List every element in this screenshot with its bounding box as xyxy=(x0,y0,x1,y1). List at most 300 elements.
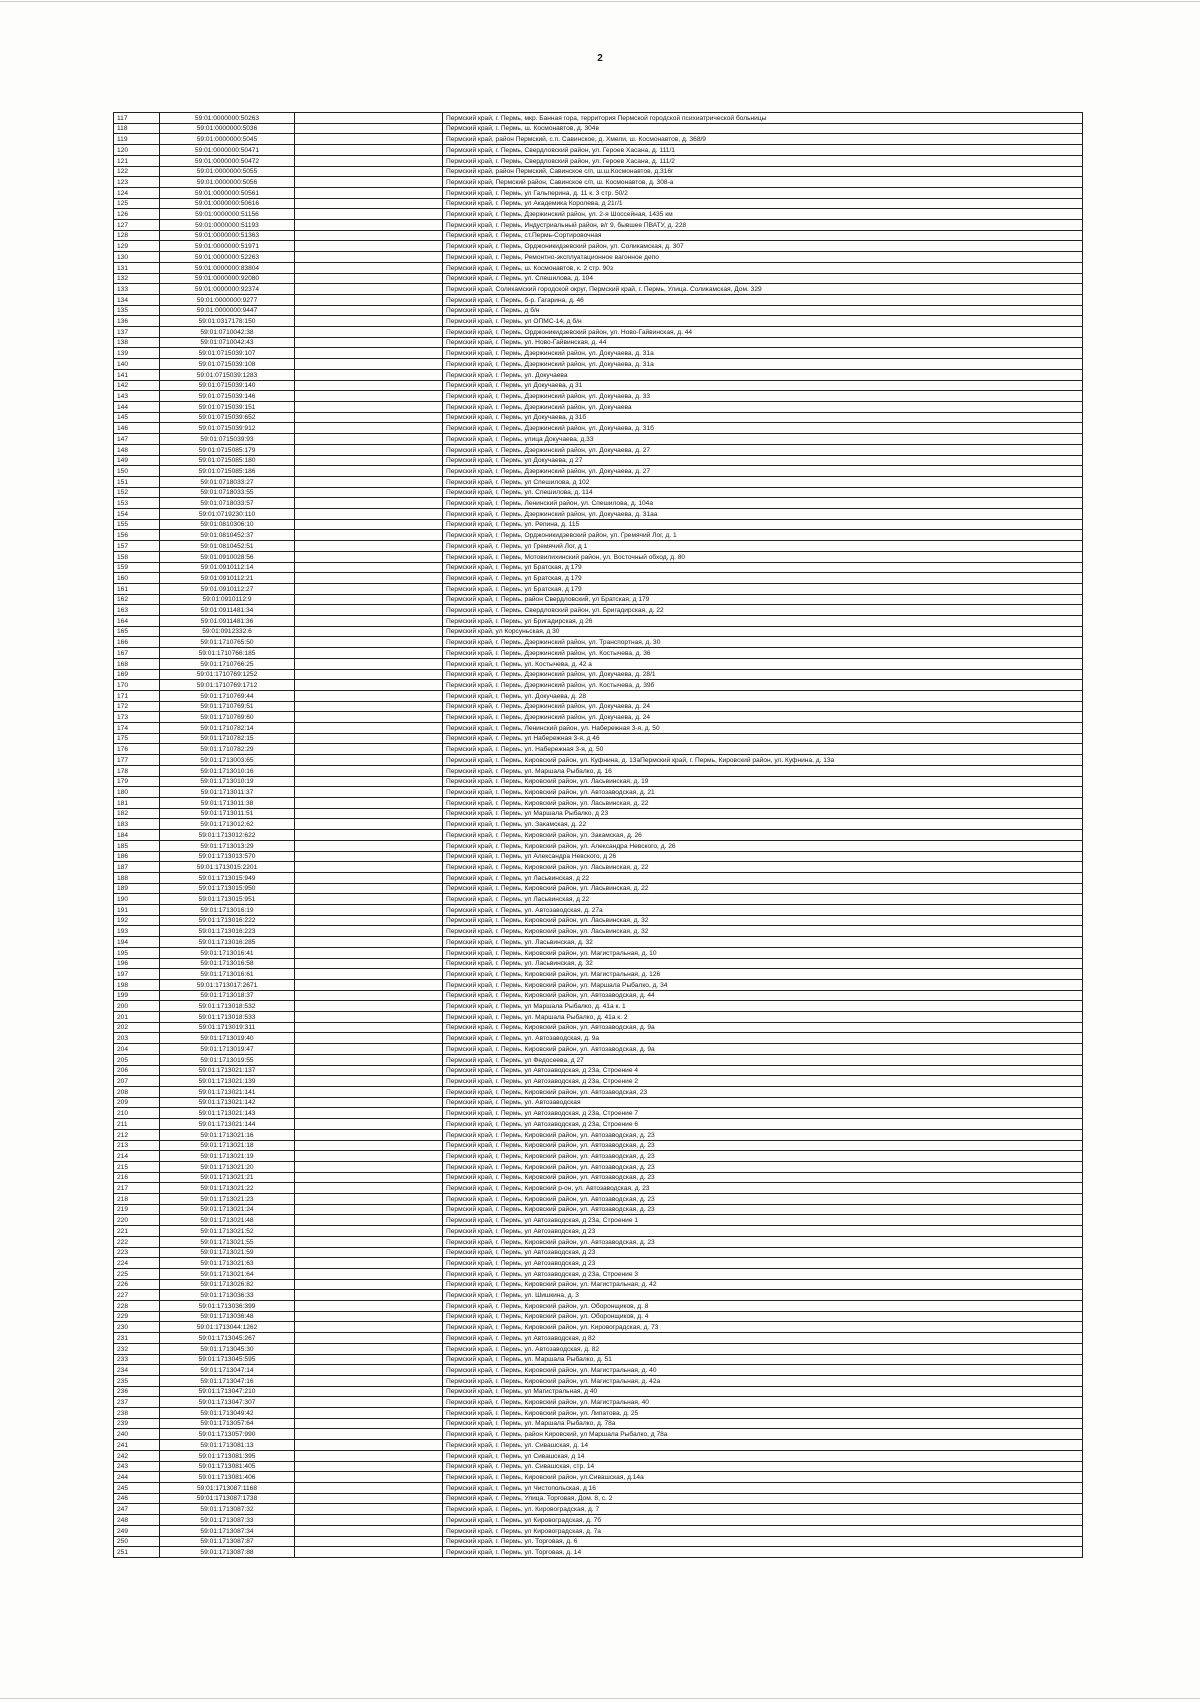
blank-cell xyxy=(295,1375,443,1386)
cadastral-number: 59:01:1713016:61 xyxy=(160,969,295,980)
row-number: 126 xyxy=(114,209,160,220)
row-number: 219 xyxy=(114,1204,160,1215)
row-number: 145 xyxy=(114,412,160,423)
table-row xyxy=(114,434,1083,445)
blank-cell xyxy=(295,1194,443,1205)
address-cell: Пермский край, г. Пермь, Дзержинский район, ул. Транспортная, д. 30 xyxy=(443,637,1083,648)
row-number: 205 xyxy=(114,1054,160,1065)
table-row xyxy=(114,1183,1083,1194)
row-number: 210 xyxy=(114,1108,160,1119)
table-row xyxy=(114,1408,1083,1419)
address-cell: Пермский край, г. Пермь, Кировский район, ул. Автозаводская, д. 9а xyxy=(443,1022,1083,1033)
blank-cell xyxy=(295,701,443,712)
cadastral-number: 59:01:1713016:222 xyxy=(160,915,295,926)
row-number: 191 xyxy=(114,905,160,916)
address-cell: Пермский край, г. Пермь, Кировский район, ул. Ласьвинская, д. 22 xyxy=(443,862,1083,873)
table-row xyxy=(114,926,1083,937)
blank-cell xyxy=(295,658,443,669)
cadastral-number: 59:01:1713045:30 xyxy=(160,1343,295,1354)
table-row xyxy=(114,1386,1083,1397)
table-row xyxy=(114,348,1083,359)
row-number: 167 xyxy=(114,648,160,659)
address-cell: Пермский край, г. Пермь, мкр. Банная гора, территория Пермской городской психиатрической больницы xyxy=(443,113,1083,124)
table-row xyxy=(114,1097,1083,1108)
blank-cell xyxy=(295,798,443,809)
cadastral-number: 59:01:0000000:50561 xyxy=(160,187,295,198)
cadastral-number: 59:01:0000000:92374 xyxy=(160,284,295,295)
cadastral-number: 59:01:0000000:50616 xyxy=(160,198,295,209)
table-row xyxy=(114,476,1083,487)
table-row xyxy=(114,305,1083,316)
table-row xyxy=(114,316,1083,327)
cadastral-number: 59:01:1713011:38 xyxy=(160,798,295,809)
address-cell: Пермский край, г. Пермь, ул. Торговая, д. 6 xyxy=(443,1536,1083,1547)
address-cell: Пермский край, г. Пермь, ул Докучаева, д 31б xyxy=(443,412,1083,423)
blank-cell xyxy=(295,840,443,851)
blank-cell xyxy=(295,327,443,338)
table-row xyxy=(114,1076,1083,1087)
cadastral-number: 59:01:1710782:14 xyxy=(160,723,295,734)
address-cell: Пермский край, район Пермский, Савинское с/п, ш.ш.Космонавтов, д.316г xyxy=(443,166,1083,177)
address-cell: Пермский край, г. Пермь, ст.Пермь-Сортировочная xyxy=(443,230,1083,241)
row-number: 251 xyxy=(114,1547,160,1558)
row-number: 157 xyxy=(114,541,160,552)
address-cell: Пермский край, г. Пермь, ул. Кировоградская, д. 7 xyxy=(443,1504,1083,1515)
blank-cell xyxy=(295,1119,443,1130)
cadastral-number: 59:01:1713021:144 xyxy=(160,1119,295,1130)
table-row xyxy=(114,808,1083,819)
cadastral-number: 59:01:1713021:22 xyxy=(160,1183,295,1194)
table-row xyxy=(114,915,1083,926)
address-cell: Пермский край, г. Пермь, ш. Космонавтов, д. 304в xyxy=(443,123,1083,134)
table-row xyxy=(114,1418,1083,1429)
cadastral-number: 59:01:1713081:406 xyxy=(160,1472,295,1483)
row-number: 154 xyxy=(114,509,160,520)
address-cell: Пермский край, г. Пермь, д б/н xyxy=(443,305,1083,316)
cadastral-number: 59:01:1713047:16 xyxy=(160,1375,295,1386)
blank-cell xyxy=(295,1258,443,1269)
table-row xyxy=(114,583,1083,594)
blank-cell xyxy=(295,220,443,231)
cadastral-number: 59:01:1713016:285 xyxy=(160,937,295,948)
address-cell: Пермский край, г. Пермь, ш. Космонавтов, к. 2 стр. 90з xyxy=(443,262,1083,273)
cadastral-number: 59:01:1713026:82 xyxy=(160,1279,295,1290)
row-number: 160 xyxy=(114,573,160,584)
row-number: 187 xyxy=(114,862,160,873)
table-row xyxy=(114,605,1083,616)
address-cell: Пермский край, г. Пермь, Дзержинский район, ул. Костычева, д. 39б xyxy=(443,680,1083,691)
address-cell: Пермский край, г. Пермь, ул. Докучаева, д. 28 xyxy=(443,690,1083,701)
table-row xyxy=(114,1525,1083,1536)
table-row xyxy=(114,819,1083,830)
cadastral-number: 59:01:0000000:51156 xyxy=(160,209,295,220)
address-cell: Пермский край, г. Пермь, Кировский район, ул. Ласьвинская, д. 22 xyxy=(443,883,1083,894)
row-number: 201 xyxy=(114,1012,160,1023)
cadastral-number: 59:01:0000000:5036 xyxy=(160,123,295,134)
row-number: 209 xyxy=(114,1097,160,1108)
cadastral-number: 59:01:1713021:21 xyxy=(160,1172,295,1183)
blank-cell xyxy=(295,487,443,498)
address-cell: Пермский край, г. Пермь, ул. Спешилова, д. 114 xyxy=(443,487,1083,498)
blank-cell xyxy=(295,1097,443,1108)
blank-cell xyxy=(295,284,443,295)
table-row xyxy=(114,391,1083,402)
table-row xyxy=(114,765,1083,776)
address-cell: Пермский край, г. Пермь, Свердловский район, ул. Героев Хасана, д. 111/1 xyxy=(443,145,1083,156)
blank-cell xyxy=(295,969,443,980)
address-cell: Пермский край, г. Пермь, ул. Маршала Рыбалко, д. 51 xyxy=(443,1354,1083,1365)
address-cell: Пермский край, район Пермский, с.п. Савинское, д. Хмели, ш. Космонавтов, д. 368/9 xyxy=(443,134,1083,145)
address-cell: Пермский край, Пермский район, Савинское с/п, ш. Космонавтов, д. 308-а xyxy=(443,177,1083,188)
row-number: 188 xyxy=(114,872,160,883)
cadastral-number: 59:01:1713015:2201 xyxy=(160,862,295,873)
blank-cell xyxy=(295,819,443,830)
row-number: 138 xyxy=(114,337,160,348)
blank-cell xyxy=(295,230,443,241)
blank-cell xyxy=(295,1525,443,1536)
row-number: 159 xyxy=(114,562,160,573)
table-row xyxy=(114,1215,1083,1226)
blank-cell xyxy=(295,1044,443,1055)
cadastral-number: 59:01:1713049:42 xyxy=(160,1408,295,1419)
cadastral-number: 59:01:1713015:949 xyxy=(160,872,295,883)
table-row xyxy=(114,145,1083,156)
cadastral-number: 59:01:1710782:29 xyxy=(160,744,295,755)
blank-cell xyxy=(295,455,443,466)
cadastral-number: 59:01:1713021:59 xyxy=(160,1247,295,1258)
address-cell: Пермский край, г. Пермь, Дзержинский район, ул. Докучаева xyxy=(443,401,1083,412)
address-cell: Пермский край, г. Пермь, Кировский район, ул. Автозаводская, д. 23 xyxy=(443,1161,1083,1172)
cadastral-number: 59:01:1713018:37 xyxy=(160,990,295,1001)
cadastral-number: 59:01:1713019:55 xyxy=(160,1054,295,1065)
cadastral-number: 59:01:1710765:50 xyxy=(160,637,295,648)
address-cell: Пермский край, г. Пермь, Дзержинский район, ул. 2-я Шоссейная, 1435 км xyxy=(443,209,1083,220)
address-cell: Пермский край, г. Пермь, Ленинский район, ул. Набережная 3-я, д. 50 xyxy=(443,723,1083,734)
address-cell: Пермский край, г. Пермь, Кировский район, ул. Автозаводская, д. 23 xyxy=(443,1151,1083,1162)
table-row xyxy=(114,723,1083,734)
cadastral-number: 59:01:1713036:33 xyxy=(160,1290,295,1301)
table-row xyxy=(114,1119,1083,1130)
blank-cell xyxy=(295,1493,443,1504)
blank-cell xyxy=(295,937,443,948)
row-number: 218 xyxy=(114,1194,160,1205)
table-row xyxy=(114,166,1083,177)
blank-cell xyxy=(295,262,443,273)
address-cell: Пермский край, г. Пермь, ул. Докучаева xyxy=(443,369,1083,380)
table-row xyxy=(114,701,1083,712)
address-cell: Пермский край, г. Пермь, Кировский район, ул. Автозаводская, д. 23 xyxy=(443,1194,1083,1205)
table-row xyxy=(114,1226,1083,1237)
row-number: 177 xyxy=(114,755,160,766)
table-row xyxy=(114,498,1083,509)
blank-cell xyxy=(295,915,443,926)
blank-cell xyxy=(295,723,443,734)
table-row xyxy=(114,1279,1083,1290)
address-cell: Пермский край, г. Пермь, ул. Сивашская, д. 14 xyxy=(443,1440,1083,1451)
cadastral-number: 59:01:0000000:5055 xyxy=(160,166,295,177)
address-cell: Пермский край, г. Пермь, Кировский район, ул. Ласьвинская, д. 19 xyxy=(443,776,1083,787)
address-cell: Пермский край, г. Пермь, район Кировский, ул Маршала Рыбалко, д 78а xyxy=(443,1429,1083,1440)
row-number: 118 xyxy=(114,123,160,134)
row-number: 184 xyxy=(114,830,160,841)
address-cell: Пермский край, г. Пермь, Дзержинский район, ул. Докучаева, д. 28/1 xyxy=(443,669,1083,680)
cadastral-number: 59:01:0715039:1283 xyxy=(160,369,295,380)
cadastral-number: 59:01:1713016:19 xyxy=(160,905,295,916)
table-row xyxy=(114,658,1083,669)
blank-cell xyxy=(295,1333,443,1344)
address-cell: Пермский край, г. Пермь, ул Автозаводская, д 23а, Строение 4 xyxy=(443,1065,1083,1076)
table-row xyxy=(114,1258,1083,1269)
blank-cell xyxy=(295,1536,443,1547)
cadastral-number: 59:01:1713010:16 xyxy=(160,765,295,776)
address-cell: Пермский край, г. Пермь, ул Братская, д 179 xyxy=(443,562,1083,573)
blank-cell xyxy=(295,509,443,520)
table-row xyxy=(114,369,1083,380)
table-row xyxy=(114,733,1083,744)
table-row xyxy=(114,412,1083,423)
table-row xyxy=(114,509,1083,520)
row-number: 163 xyxy=(114,605,160,616)
cadastral-number: 59:01:1713016:58 xyxy=(160,958,295,969)
cadastral-number: 59:01:0718033:27 xyxy=(160,476,295,487)
row-number: 172 xyxy=(114,701,160,712)
row-number: 217 xyxy=(114,1183,160,1194)
address-cell: Пермский край, г. Пермь, Кировский район, ул. Куфнина, д. 13аПермский край, г. Пермь, Кировский район, ул. Куфнина, д. 13а xyxy=(443,755,1083,766)
row-number: 124 xyxy=(114,187,160,198)
table-row xyxy=(114,573,1083,584)
cadastral-number: 59:01:1713047:14 xyxy=(160,1365,295,1376)
table-row xyxy=(114,1322,1083,1333)
address-cell: Пермский край, г. Пермь, ул. Закамская, д. 22 xyxy=(443,819,1083,830)
address-cell: Пермский край, г. Пермь, ул. Автозаводская, д. 9а xyxy=(443,1033,1083,1044)
row-number: 185 xyxy=(114,840,160,851)
cadastral-number: 59:01:0000000:50471 xyxy=(160,145,295,156)
address-cell: Пермский край, ул Корсуньская, д 30 xyxy=(443,626,1083,637)
cadastral-number: 59:01:1713013:29 xyxy=(160,840,295,851)
cadastral-number: 59:01:1713036:399 xyxy=(160,1301,295,1312)
blank-cell xyxy=(295,444,443,455)
cadastral-number: 59:01:1713087:33 xyxy=(160,1515,295,1526)
cadastral-number: 59:01:0000000:83804 xyxy=(160,262,295,273)
blank-cell xyxy=(295,851,443,862)
blank-cell xyxy=(295,476,443,487)
table-row xyxy=(114,1311,1083,1322)
blank-cell xyxy=(295,166,443,177)
blank-cell xyxy=(295,1022,443,1033)
table-row xyxy=(114,1247,1083,1258)
address-cell: Пермский край, г. Пермь, Дзержинский район, ул. Докучаева, д. 31а xyxy=(443,359,1083,370)
address-cell: Пермский край, г. Пермь, ул Гремячий Лог, д 1 xyxy=(443,541,1083,552)
table-row xyxy=(114,1515,1083,1526)
scan-artifact-top xyxy=(0,1,1200,2)
table-row xyxy=(114,220,1083,231)
table-row xyxy=(114,198,1083,209)
table-row xyxy=(114,262,1083,273)
blank-cell xyxy=(295,466,443,477)
table-row xyxy=(114,1504,1083,1515)
cadastral-number: 59:01:1710769:51 xyxy=(160,701,295,712)
blank-cell xyxy=(295,401,443,412)
blank-cell xyxy=(295,1311,443,1322)
table-row xyxy=(114,669,1083,680)
row-number: 248 xyxy=(114,1515,160,1526)
address-cell: Пермский край, г. Пермь, Индустриальный район, в/г 9, бывшее ПВАТУ, д. 228 xyxy=(443,220,1083,231)
address-cell: Пермский край, г. Пермь, ул Академика Королева, д 21г/1 xyxy=(443,198,1083,209)
address-cell: Пермский край, г. Пермь, ул. Маршала Рыбалко, д. 78а xyxy=(443,1418,1083,1429)
row-number: 225 xyxy=(114,1268,160,1279)
address-cell: Пермский край, г. Пермь, ул Гальперина, д. 11 к. 3 стр. 50/2 xyxy=(443,187,1083,198)
cadastral-number: 59:01:1713018:533 xyxy=(160,1012,295,1023)
address-cell: Пермский край, г. Пермь, ул. Спешилова, д. 104 xyxy=(443,273,1083,284)
address-cell: Пермский край, г. Пермь, Дзержинский район, ул. Докучаева, д. 27 xyxy=(443,466,1083,477)
table-row xyxy=(114,894,1083,905)
blank-cell xyxy=(295,883,443,894)
cadastral-number: 59:01:1713087:88 xyxy=(160,1547,295,1558)
address-cell: Пермский край, г. Пермь, ул Автозаводская, д 23а, Строение 6 xyxy=(443,1119,1083,1130)
blank-cell xyxy=(295,252,443,263)
cadastral-number: 59:01:0715039:146 xyxy=(160,391,295,402)
blank-cell xyxy=(295,519,443,530)
row-number: 121 xyxy=(114,155,160,166)
blank-cell xyxy=(295,1322,443,1333)
blank-cell xyxy=(295,316,443,327)
address-cell: Пермский край, г. Пермь, ул. Репина, д. 115 xyxy=(443,519,1083,530)
table-row xyxy=(114,423,1083,434)
blank-cell xyxy=(295,1429,443,1440)
table-row xyxy=(114,937,1083,948)
row-number: 122 xyxy=(114,166,160,177)
address-cell: Пермский край, г. Пермь, Орджоникидзевский район, ул. Соликамская, д. 307 xyxy=(443,241,1083,252)
table-row xyxy=(114,872,1083,883)
address-cell: Пермский край, г. Пермь, район Свердловский, ул Братская, д 179 xyxy=(443,594,1083,605)
cadastral-number: 59:01:0000000:9447 xyxy=(160,305,295,316)
address-cell: Пермский край, г. Пермь, Кировский район, ул. Оборонщиков, д. 8 xyxy=(443,1301,1083,1312)
cadastral-number: 59:01:1713087:1168 xyxy=(160,1483,295,1494)
cadastral-number: 59:01:0000000:5056 xyxy=(160,177,295,188)
cadastral-number: 59:01:1713003:65 xyxy=(160,755,295,766)
cadastral-number: 59:01:0000000:51193 xyxy=(160,220,295,231)
blank-cell xyxy=(295,744,443,755)
address-cell: Пермский край, г. Пермь, ул Автозаводская, д 23а, Строение 1 xyxy=(443,1215,1083,1226)
row-number: 221 xyxy=(114,1226,160,1237)
address-cell: Пермский край, г. Пермь, ул Автозаводская, д 23 xyxy=(443,1258,1083,1269)
row-number: 132 xyxy=(114,273,160,284)
blank-cell xyxy=(295,605,443,616)
row-number: 144 xyxy=(114,401,160,412)
blank-cell xyxy=(295,1065,443,1076)
table-row xyxy=(114,1301,1083,1312)
table-row xyxy=(114,284,1083,295)
blank-cell xyxy=(295,594,443,605)
cadastral-number: 59:01:0715039:151 xyxy=(160,401,295,412)
address-cell: Пермский край, г. Пермь, ул Докучаева, д 27 xyxy=(443,455,1083,466)
address-cell: Пермский край, г. Пермь, ул Автозаводская, д 82 xyxy=(443,1333,1083,1344)
row-number: 140 xyxy=(114,359,160,370)
cadastral-number: 59:01:1713021:137 xyxy=(160,1065,295,1076)
table-row xyxy=(114,862,1083,873)
table-row xyxy=(114,830,1083,841)
cadastral-number: 59:01:1713047:307 xyxy=(160,1397,295,1408)
row-number: 214 xyxy=(114,1151,160,1162)
blank-cell xyxy=(295,872,443,883)
table-row xyxy=(114,1493,1083,1504)
address-cell: Пермский край, г. Пермь, ул. Автозаводская xyxy=(443,1097,1083,1108)
cadastral-number: 59:01:1713021:143 xyxy=(160,1108,295,1119)
table-row xyxy=(114,241,1083,252)
address-cell: Пермский край, г. Пермь, Кировский р-он, ул. Автозаводская, д. 23 xyxy=(443,1183,1083,1194)
blank-cell xyxy=(295,765,443,776)
blank-cell xyxy=(295,530,443,541)
address-cell: Пермский край, г. Пермь, Кировский район, ул. Магистральная, д. 42а xyxy=(443,1375,1083,1386)
address-cell: Пермский край, г. Пермь, ул. Костычева, д. 42 а xyxy=(443,658,1083,669)
address-cell: Пермский край, г. Пермь, Орджоникидзевский район, ул. Гремячий Лог, д. 1 xyxy=(443,530,1083,541)
table-row xyxy=(114,359,1083,370)
table-row xyxy=(114,1044,1083,1055)
row-number: 131 xyxy=(114,262,160,273)
address-cell: Пермский край, г. Пермь, Кировский район, ул. Магистральная, д. 40 xyxy=(443,1365,1083,1376)
blank-cell xyxy=(295,894,443,905)
address-cell: Пермский край, г. Пермь, Кировский район, ул. Автозаводская, д. 23 xyxy=(443,1140,1083,1151)
blank-cell xyxy=(295,1343,443,1354)
address-cell: Пермский край, г. Пермь, ул. Автозаводская, д. 82 xyxy=(443,1343,1083,1354)
address-cell: Пермский край, г. Пермь, ул Александра Невского, д 26 xyxy=(443,851,1083,862)
address-cell: Пермский край, г. Пермь, ул Кировоградская, д. 7а xyxy=(443,1525,1083,1536)
cadastral-number: 59:01:1713081:405 xyxy=(160,1461,295,1472)
cadastral-number: 59:01:0810306:10 xyxy=(160,519,295,530)
cadastral-number: 59:01:0715039:912 xyxy=(160,423,295,434)
row-number: 155 xyxy=(114,519,160,530)
blank-cell xyxy=(295,198,443,209)
cadastral-number: 59:01:1710782:15 xyxy=(160,733,295,744)
blank-cell xyxy=(295,583,443,594)
address-cell: Пермский край, г. Пермь, ул Спешилова, д 102 xyxy=(443,476,1083,487)
cadastral-number: 59:01:0710042:43 xyxy=(160,337,295,348)
cadastral-number: 59:01:0000000:50263 xyxy=(160,113,295,124)
address-cell: Пермский край, г. Пермь, ул Братская, д 179 xyxy=(443,583,1083,594)
blank-cell xyxy=(295,1161,443,1172)
row-number: 223 xyxy=(114,1247,160,1258)
blank-cell xyxy=(295,1001,443,1012)
row-number: 206 xyxy=(114,1065,160,1076)
address-cell: Пермский край, г. Пермь, ул. Ласьвинская, д. 32 xyxy=(443,937,1083,948)
cadastral-number: 59:01:0910028:56 xyxy=(160,551,295,562)
table-row xyxy=(114,551,1083,562)
row-number: 175 xyxy=(114,733,160,744)
blank-cell xyxy=(295,241,443,252)
address-cell: Пермский край, г. Пермь, ул Чистопольская, д 16 xyxy=(443,1483,1083,1494)
table-row xyxy=(114,1022,1083,1033)
blank-cell xyxy=(295,712,443,723)
row-number: 170 xyxy=(114,680,160,691)
address-cell: Пермский край, г. Пермь, ул. Автозаводская, д. 27а xyxy=(443,905,1083,916)
blank-cell xyxy=(295,1151,443,1162)
row-number: 156 xyxy=(114,530,160,541)
cadastral-number: 59:01:0912332:6 xyxy=(160,626,295,637)
row-number: 234 xyxy=(114,1365,160,1376)
cadastral-number: 59:01:1710766:185 xyxy=(160,648,295,659)
cadastral-number: 59:01:0718033:55 xyxy=(160,487,295,498)
table-row xyxy=(114,1343,1083,1354)
row-number: 181 xyxy=(114,798,160,809)
address-cell: Пермский край, г. Пермь, Кировский район, ул. Автозаводская, д. 23 xyxy=(443,1204,1083,1215)
row-number: 134 xyxy=(114,294,160,305)
blank-cell xyxy=(295,187,443,198)
table-row xyxy=(114,327,1083,338)
blank-cell xyxy=(295,498,443,509)
cadastral-number: 59:01:1713010:19 xyxy=(160,776,295,787)
row-number: 192 xyxy=(114,915,160,926)
row-number: 142 xyxy=(114,380,160,391)
